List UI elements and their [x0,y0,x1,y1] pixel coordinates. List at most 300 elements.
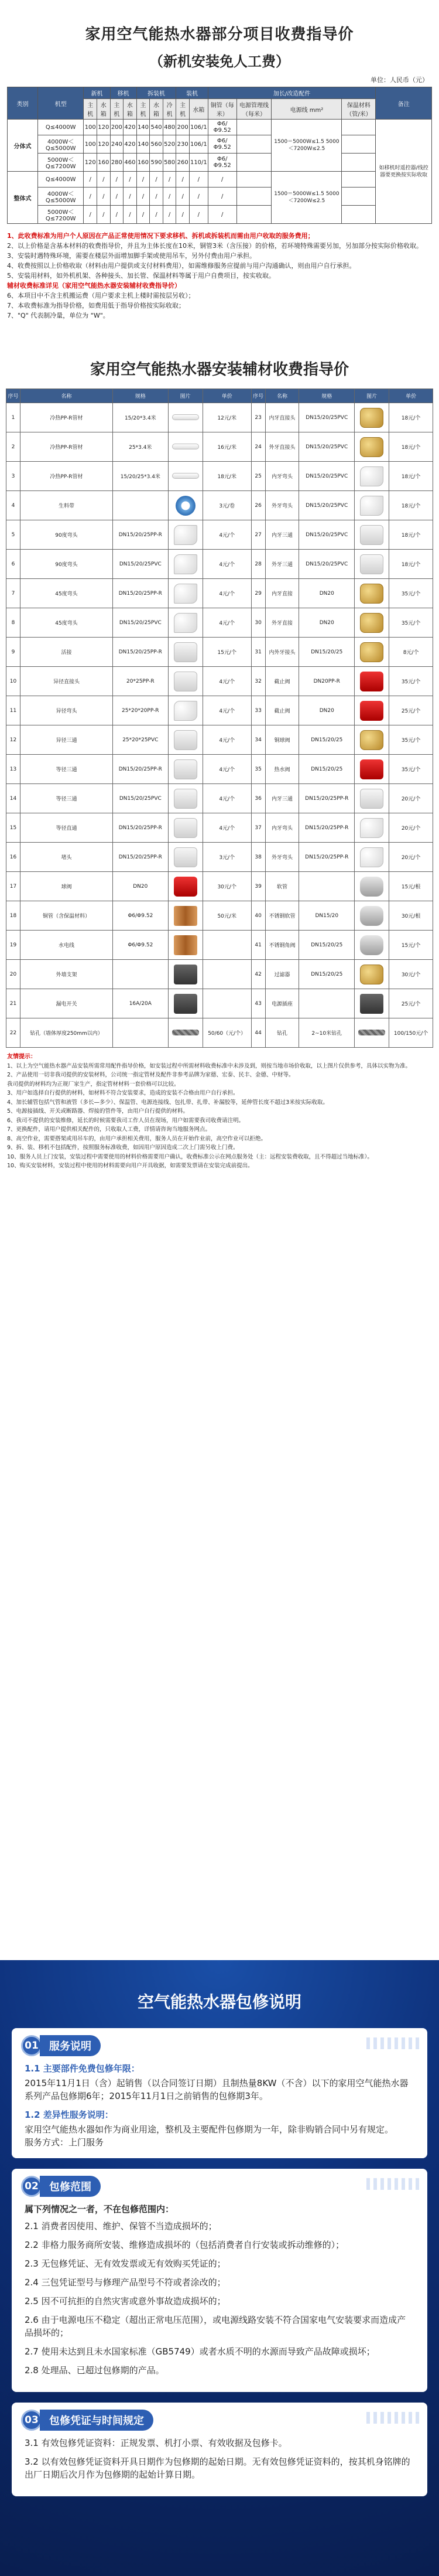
material-picture-cell [355,403,389,432]
row-model: 4000W＜Q≤5000W [38,188,84,206]
material-cell: 等径三通 [20,784,112,813]
material-cell: 18元/个 [389,550,433,579]
material-row [6,638,433,667]
fee-row [8,188,432,206]
material-cell: 3 [6,462,20,491]
material-picture-cell [168,667,203,696]
exclusion-item: 2.4 三包凭证型号与修理产品型号不符或者涂改的； [25,2277,226,2288]
remark-note: 如移机时遥控器/线控器要更换按实际收取 [376,120,432,224]
material-cell: DN20 [113,872,169,901]
material-cell: DN20 [299,608,355,638]
material-cell: 球阀 [20,872,112,901]
material-cell: 18元/米 [203,462,251,491]
material-cell: 16A/20A [113,989,169,1018]
fitting-icon [360,642,383,662]
material-cell: 37 [251,813,265,843]
fee-cell: 140 [136,120,150,135]
material-cell: 21 [6,989,20,1018]
rule-item: 5、安装用材料，如外机机架、各种接头、加长管、保温材料等属于用户自费项目，按实收取。 [7,272,275,280]
material-cell: 30元/根 [389,901,433,931]
paragraph: 家用空气能热水器如作为商业用途，整机及主要配件包修期为一年，除非购销合同中另有规定。 [25,2124,394,2135]
warranty-section [0,1960,439,2576]
material-cell: 内牙弯头 [265,813,299,843]
col-sub: 电源线 mm² [272,99,342,120]
material-picture-cell [168,608,203,638]
tip-item: 5、电源接插线、开关或断路器、焊接的管件等，由用户自行提供的材料。 [7,1108,189,1115]
fitting-icon [360,877,383,897]
material-picture-cell [168,1018,203,1048]
material-cell: DN15/20/25PVC [299,403,355,432]
material-cell: DN15/20/25PVC [113,550,169,579]
material-picture-cell [355,520,389,550]
material-cell: 35 [251,755,265,784]
material-cell: 50元/米 [203,901,251,931]
material-cell: 29 [251,579,265,608]
fee-cell: / [150,172,163,188]
fee-cell: / [208,188,236,206]
material-cell: DN15/20/25 [299,931,355,960]
material-cell: 1 [6,403,20,432]
material-cell: 27 [251,520,265,550]
material-cell: 15元/个 [203,638,251,667]
material-cell: 30元/个 [203,872,251,901]
fee-cell: 460 [124,154,137,172]
material-cell: 等径直通 [20,813,112,843]
voucher-list [25,2437,414,2481]
col-sub: 铜管（每米） [208,99,236,120]
material-cell: 铜球阀 [265,725,299,755]
material-cell: 35元/个 [389,608,433,638]
material-picture-cell [355,550,389,579]
fee-cell: 230 [176,135,190,154]
material-cell: 钻孔 [265,1018,299,1048]
exclusion-item: 2.5 因不可抗拒的自然灾害或意外事故造成损坏的； [25,2296,226,2306]
material-cell: 2~10米钻孔 [299,1018,355,1048]
fee-cell [236,188,272,206]
fee-cell [342,172,376,188]
material-cell [203,931,251,960]
fee-cell: 520 [163,135,176,154]
fee-cell: / [208,172,236,188]
material-row [6,901,433,931]
material-cell: 20元/个 [389,784,433,813]
material-picture-cell [355,843,389,872]
fee-cell: / [110,172,124,188]
fitting-icon [360,613,383,633]
fee-row [8,154,432,172]
section-number-badge: 03 [21,2410,42,2431]
material-cell: 35元/个 [389,755,433,784]
col-model: 机型 [38,87,84,120]
fee-cell: / [176,206,190,224]
fitting-icon [172,473,199,479]
material-cell: 35元/个 [389,725,433,755]
fee-cell: 420 [124,120,137,135]
material-picture-cell [168,696,203,725]
material-cell: DN20 [299,579,355,608]
fitting-icon [176,496,196,516]
fee-cell: Φ6/Φ9.52 [208,120,236,135]
material-cell: 铜管（含保温材料） [20,901,112,931]
material-cell: 10 [6,667,20,696]
col-sub: 保温材料（管/米） [342,99,376,120]
material-cell: 异径直接头 [20,667,112,696]
material-cell: 8 [6,608,20,638]
material-picture-cell [355,667,389,696]
fee-cell: 110/1 [189,154,208,172]
material-cell: 4元/个 [203,667,251,696]
voucher-item: 3.2 以有效包修凭证资料开具日期作为包修期的起始日期。无有效包修凭证资料的，按其机身铭牌的出厂日期后次月作为包修期的起始计算日期。 [25,2456,410,2480]
material-row [6,931,433,960]
material-cell: 15 [6,813,20,843]
material-cell: 24 [251,432,265,462]
material-picture-cell [168,462,203,491]
material-cell: 90度弯头 [20,550,112,579]
material-cell: 内牙直接头 [265,403,299,432]
material-cell: DN15/20/25PVC [299,432,355,462]
subheading: 1.1 主要部件免费包修年限： [25,2063,140,2074]
rule-item: 6、本项目中不含主机搬运费（用户要求主机上楼时需按层另收）； [7,292,195,299]
fee-cell: 140 [136,135,150,154]
material-cell: 15元/个 [389,931,433,960]
material-cell: 12元/米 [203,403,251,432]
subheading: 1.2 差异性服务说明： [25,2110,114,2120]
fitting-icon [360,496,383,516]
material-cell: 32 [251,667,265,696]
tip-item: 4、加长辅管包括气管和液管（多长—多少）、保温管、电源连接线、包扎带、扎带、补漏胶等，延伸管长度不超过3米按实际收取。 [7,1099,328,1106]
material-cell: 4元/个 [203,696,251,725]
material-cell: 4元/个 [203,550,251,579]
fee-cell: 560 [150,135,163,154]
fee-cell: / [84,188,97,206]
material-col-header: 单价 [389,389,433,403]
material-picture-cell [168,989,203,1018]
material-cell: 截止阀 [265,696,299,725]
fee-cell [236,120,272,135]
voucher-card [12,2403,427,2496]
col-group: 拆装机 [136,87,176,99]
material-cell: DN20PP-R [299,667,355,696]
rule-item: 7、本收费标准为指导价格，如费用低于指导价格按实际收取； [7,302,185,309]
material-picture-cell [168,520,203,550]
fee-cell: Φ6/Φ9.52 [208,135,236,154]
material-cell [113,960,169,989]
fitting-icon [174,847,197,867]
fee-cell [236,172,272,188]
fitting-icon [174,672,197,691]
fee-cell: 540 [150,120,163,135]
fee-cell: / [97,188,111,206]
material-cell: 36 [251,784,265,813]
material-cell: 35元/个 [389,667,433,696]
tip-item: 10、服务人员上门安装，安装过程中需要使用的材料价格需要用户确认，收费标准公示在网点服务处（主：远程安装费收取，且不得超过当地标准）。 [7,1153,373,1160]
fee-cell: / [176,188,190,206]
exclusion-item: 2.7 使用未达到且未水国家标准（GB5749）或者水质不明的水源而导致产品故障或损坏； [25,2346,375,2357]
fee-row [8,120,432,135]
material-row [6,432,433,462]
tip-item: 8、高空作业，需要搭架或用吊车的，由用户承担相关费用，服务人员在开始作业前，高空作业可以拒绝。 [7,1135,267,1142]
warranty-title: 空气能热水器包修说明 [137,1992,301,2012]
fitting-icon [360,701,383,721]
fee-cell [236,154,272,172]
col-group: 移机 [110,87,136,99]
fee-cell [342,154,376,172]
material-cell: 16元/米 [203,432,251,462]
material-cell: 4元/个 [203,608,251,638]
material-cell: 31 [251,638,265,667]
material-cell: 不锈钢软管 [265,901,299,931]
material-col-header: 序号 [6,389,20,403]
material-cell: DN15/20/25PP-R [113,579,169,608]
material-cell: DN15/20/25PP-R [299,843,355,872]
material-picture-cell [355,960,389,989]
material-cell: 43 [251,989,265,1018]
material-cell: 11 [6,696,20,725]
material-cell: 热水阀 [265,755,299,784]
material-cell: 50/60（元/个） [203,1018,251,1048]
material-row [6,579,433,608]
fee-cell: / [150,188,163,206]
material-cell: 18元/个 [389,462,433,491]
material-cell: 2 [6,432,20,462]
material-cell: 6 [6,550,20,579]
power-note: 1500＝5000W≤1.5 5000＜7200W≤2.5 [272,172,342,224]
material-guide-title: 家用空气能热水器安装辅材收费指导价 [90,361,349,379]
fee-cell: / [124,206,137,224]
service-card [12,2028,427,2158]
material-row [6,1018,433,1048]
material-cell: 17 [6,872,20,901]
material-cell: 钻孔（墙体厚度250mm以内） [20,1018,112,1048]
material-row [6,696,433,725]
material-row [6,872,433,901]
material-cell: DN15/20/25PVC [299,491,355,520]
material-cell: 外牙直接 [265,608,299,638]
material-table-body [6,403,433,1048]
card-header [21,2176,414,2197]
fee-cell: 200 [176,120,190,135]
fee-cell: 120 [84,154,97,172]
material-cell: 30元/个 [389,960,433,989]
fee-cell: 160 [136,154,150,172]
material-col-header: 序号 [251,389,265,403]
material-cell: DN15/20/25 [299,960,355,989]
material-row [6,667,433,696]
material-cell: 3元/个 [203,843,251,872]
fee-cell: / [163,172,176,188]
material-picture-cell [168,638,203,667]
fee-cell: / [97,206,111,224]
material-row [6,989,433,1018]
material-cell: 4 [6,491,20,520]
power-note: 1500＝5000W≤1.5 5000＜7200W≤2.5 [272,120,342,172]
tips-heading: 友情提示： [7,1054,36,1060]
row-model: Q≤4000W [38,120,84,135]
material-picture-cell [355,608,389,638]
material-cell: 16 [6,843,20,872]
voucher-item: 3.1 有效包修凭证资料：正规发票、机打小票、有效收据及包修卡。 [25,2438,287,2448]
material-cell: DN15/20/25PVC [299,462,355,491]
tip-item: 10、购买安装材料，安装过程中使用的材料需要向用户开具收据，如需要发票请在安装完成前提出。 [7,1163,253,1169]
material-picture-cell [355,755,389,784]
material-cell: 34 [251,725,265,755]
rule-item: 7、"Q" 代表制冷量，单位为 "W"。 [7,312,109,319]
material-picture-cell [355,638,389,667]
fitting-icon [172,414,199,420]
material-cell: 内外牙接头 [265,638,299,667]
material-cell: 4元/个 [203,813,251,843]
material-cell: 外牙弯头 [265,843,299,872]
material-cell: DN20 [299,696,355,725]
material-cell: 25*20*25PVC [113,725,169,755]
material-cell: DN15/20/25 [299,725,355,755]
material-picture-cell [355,872,389,901]
paragraph: 服务方式：上门服务 [25,2137,104,2148]
fee-cell [342,206,376,224]
material-picture-cell [355,462,389,491]
fitting-icon [174,613,197,633]
material-cell: 12 [6,725,20,755]
fee-cell [342,188,376,206]
material-picture-cell [168,960,203,989]
card-header [21,2035,414,2056]
fee-cell: / [97,172,111,188]
fee-cell: 200 [110,120,124,135]
material-cell [113,1018,169,1048]
material-cell: 冷热PP-R管材 [20,403,112,432]
fitting-icon [360,906,383,926]
fitting-icon [360,525,383,545]
fee-cell: / [163,206,176,224]
row-category: 整体式 [8,172,38,224]
material-cell: 18 [6,901,20,931]
material-cell: 45度弯头 [20,608,112,638]
material-cell: 9 [6,638,20,667]
material-picture-cell [168,813,203,843]
fitting-icon [174,818,197,838]
material-cell: 截止阀 [265,667,299,696]
material-cell: 18元/个 [389,520,433,550]
material-col-header: 名称 [20,389,112,403]
material-cell [113,491,169,520]
material-picture-cell [355,725,389,755]
fitting-icon [174,789,197,809]
material-cell: 20元/个 [389,813,433,843]
fee-guide-subtitle: （新机安装免人工费） [149,53,290,70]
section-number-badge: 02 [21,2176,42,2197]
fee-cell: / [124,172,137,188]
material-cell: 内牙直接 [265,579,299,608]
material-cell: 25*20*20PP-R [113,696,169,725]
fee-cell: / [163,188,176,206]
material-cell: 23 [251,403,265,432]
material-cell: DN15/20/25PP-R [113,843,169,872]
material-cell: 内牙三通 [265,520,299,550]
material-cell: 4元/个 [203,579,251,608]
rule-item: 4、收费按照以上价格收取（材料由用户提供或支付材料费用），如需维修服务应提前与用户沟通确认，则由用户自行承担。 [7,262,356,270]
fitting-icon [360,730,383,750]
material-picture-cell [168,550,203,579]
tip-item: 我司提供的材料均为正规厂家生产，指定管材材料一套价格可以比较。 [7,1081,180,1088]
material-cell: DN15/20/25PVC [113,784,169,813]
col-sub: 主机 [176,99,190,120]
material-cell: 22 [6,1018,20,1048]
material-row [6,755,433,784]
material-cell: 19 [6,931,20,960]
material-cell [203,989,251,1018]
material-cell: 4元/个 [203,755,251,784]
material-cell: 18元/个 [389,432,433,462]
decoration-stripes [366,2178,419,2190]
material-cell: 堵头 [20,843,112,872]
material-cell: 生料带 [20,491,112,520]
material-cell: 25元/个 [389,696,433,725]
material-cell: DN15/20 [299,901,355,931]
rule-item: 辅材收费标准详见（家用空气能热水器安装辅材收费指导价） [7,282,181,289]
fee-cell: / [189,188,208,206]
material-cell: DN15/20/25PVC [113,608,169,638]
exclusion-item: 2.2 非格力服务商所安装、维修造成损坏的（包括消费者自行安装或拆动维修的）； [25,2240,345,2250]
material-picture-cell [355,931,389,960]
fitting-icon [360,466,383,486]
rule-item: 3、安装时遇特殊环境，需要在楼层外面增加脚手架或使用吊车，另外付费由用户承担。 [7,252,256,260]
material-cell: 15/20*3.4米 [113,403,169,432]
fee-cell: / [124,188,137,206]
material-cell: 8元/个 [389,638,433,667]
material-cell: DN15/20/25PVC [299,550,355,579]
material-picture-cell [355,491,389,520]
fitting-icon [174,965,197,984]
fitting-icon [174,642,197,662]
material-cell: 电源插座 [265,989,299,1018]
material-cell: 20 [6,960,20,989]
material-cell: DN15/20/25PP-R [113,813,169,843]
tip-item: 1、以上为空气能热水器产品安装所需常用配件指导价格，如安装过程中所需材料收费标准中未涉及到，则按当地市场价收取，以上图片仅供参考，具体以实物为准。 [7,1062,411,1069]
material-cell: 20*25PP-R [113,667,169,696]
col-group: 加长/改造配件 [208,87,376,99]
fitting-icon [174,994,197,1014]
fitting-icon [360,584,383,604]
decoration-stripes [366,2037,419,2049]
fitting-icon [174,906,197,926]
tips-list [7,1062,432,1171]
fee-cell: 590 [150,154,163,172]
material-cell: 漏电开关 [20,989,112,1018]
material-cell: 26 [251,491,265,520]
row-model: 5000W＜Q≤7200W [38,154,84,172]
tip-item: 7、更换配件，请用户提供相关配件的，只收取人工费，详情请咨询当地服务网点。 [7,1126,211,1133]
material-cell: DN15/20/25PVC [299,520,355,550]
material-cell: 活接 [20,638,112,667]
fitting-icon [174,877,197,897]
fitting-icon [358,1030,385,1035]
col-sub: 水箱 [124,99,137,120]
col-sub: 冷机 [163,99,176,120]
fee-cell: / [110,206,124,224]
material-cell: 15元/根 [389,872,433,901]
fee-cell: / [176,172,190,188]
tip-item: 3、用户如选择自行提供的材料，如材料不符合安装要求，造成的安装不合格由用户自行承担。 [7,1090,239,1096]
material-cell: 13 [6,755,20,784]
fee-cell: 100 [84,135,97,154]
material-col-header: 图片 [168,389,203,403]
col-group: 装机 [176,87,208,99]
fee-row [8,135,432,154]
material-picture-cell [355,579,389,608]
fitting-icon [360,437,383,457]
material-row [6,725,433,755]
material-cell: 4元/个 [203,725,251,755]
